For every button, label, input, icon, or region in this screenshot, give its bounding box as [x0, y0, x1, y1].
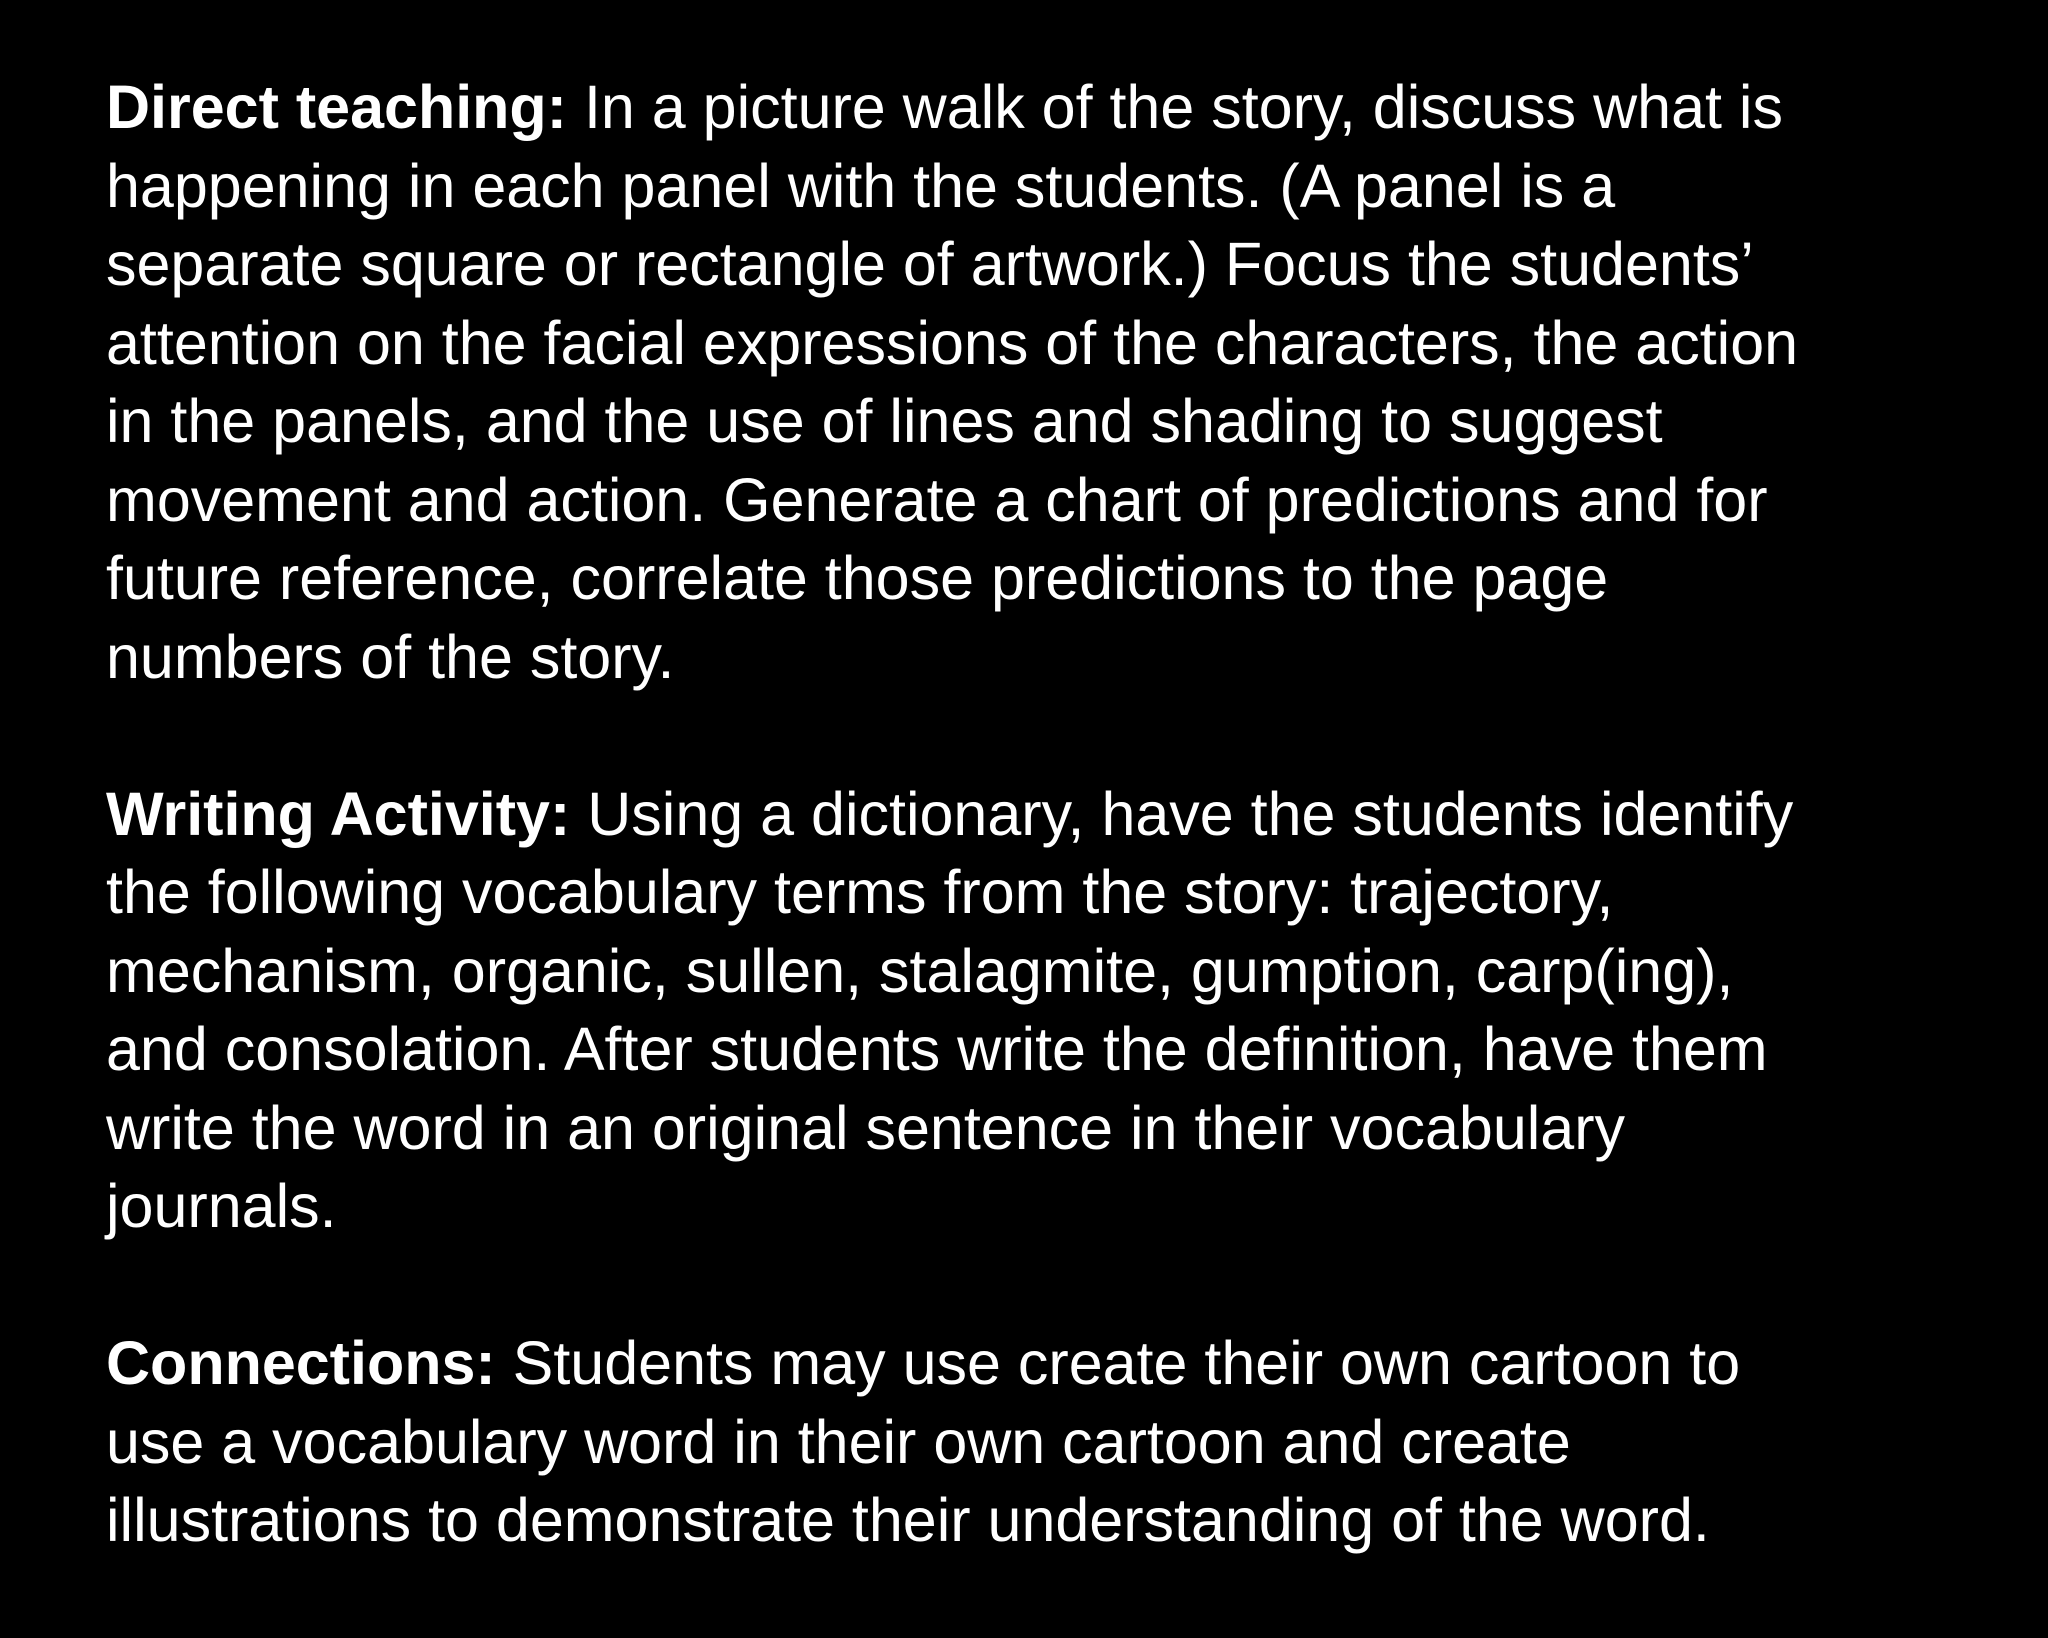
paragraph-line: separate square or rectangle of artwork.) Focus the students’	[106, 230, 1754, 298]
paragraph-line: movement and action. Generate a chart of predictions and for	[106, 465, 1768, 534]
paragraph-line	[106, 68, 2006, 147]
paragraph-line: illustrations to demonstrate their understanding of the word.	[106, 1486, 1710, 1554]
writing-activity-section	[106, 775, 2006, 1246]
section-label: Writing Activity:	[106, 779, 571, 848]
paragraph-line	[106, 775, 2006, 854]
paragraph-line: and consolation. After students write the definition, have them	[106, 1015, 1768, 1083]
connections-section	[106, 1324, 2006, 1560]
paragraph-line	[106, 1324, 2006, 1403]
paragraph-line: happening in each panel with the students. (A panel is a	[106, 151, 1616, 220]
paragraph-text: Students may use create their own cartoon to	[495, 1329, 1741, 1397]
document-page	[106, 68, 2006, 1638]
direct-teaching-section	[106, 68, 2006, 696]
paragraph-text: In a picture walk of the story, discuss what is	[567, 73, 1783, 141]
paragraph-text: Using a dictionary, have the students identify	[570, 779, 1794, 848]
section-label: Direct teaching:	[106, 73, 567, 141]
paragraph-line: use a vocabulary word in their own cartoon and create	[106, 1407, 1571, 1476]
paragraph-line: the following vocabulary terms from the story: trajectory,	[106, 858, 1614, 926]
paragraph-line: attention on the facial expressions of the characters, the action	[106, 308, 1799, 377]
section-label: Connections:	[106, 1329, 496, 1397]
paragraph-line: in the panels, and the use of lines and shading to suggest	[106, 387, 1663, 455]
paragraph-line: journals.	[106, 1172, 337, 1240]
paragraph-line: future reference, correlate those predictions to the page	[106, 544, 1609, 612]
paragraph-line: numbers of the story.	[106, 622, 675, 691]
paragraph-line: mechanism, organic, sullen, stalagmite, gumption, carp(ing),	[106, 936, 1734, 1005]
paragraph-line: write the word in an original sentence in their vocabulary	[106, 1093, 1626, 1162]
